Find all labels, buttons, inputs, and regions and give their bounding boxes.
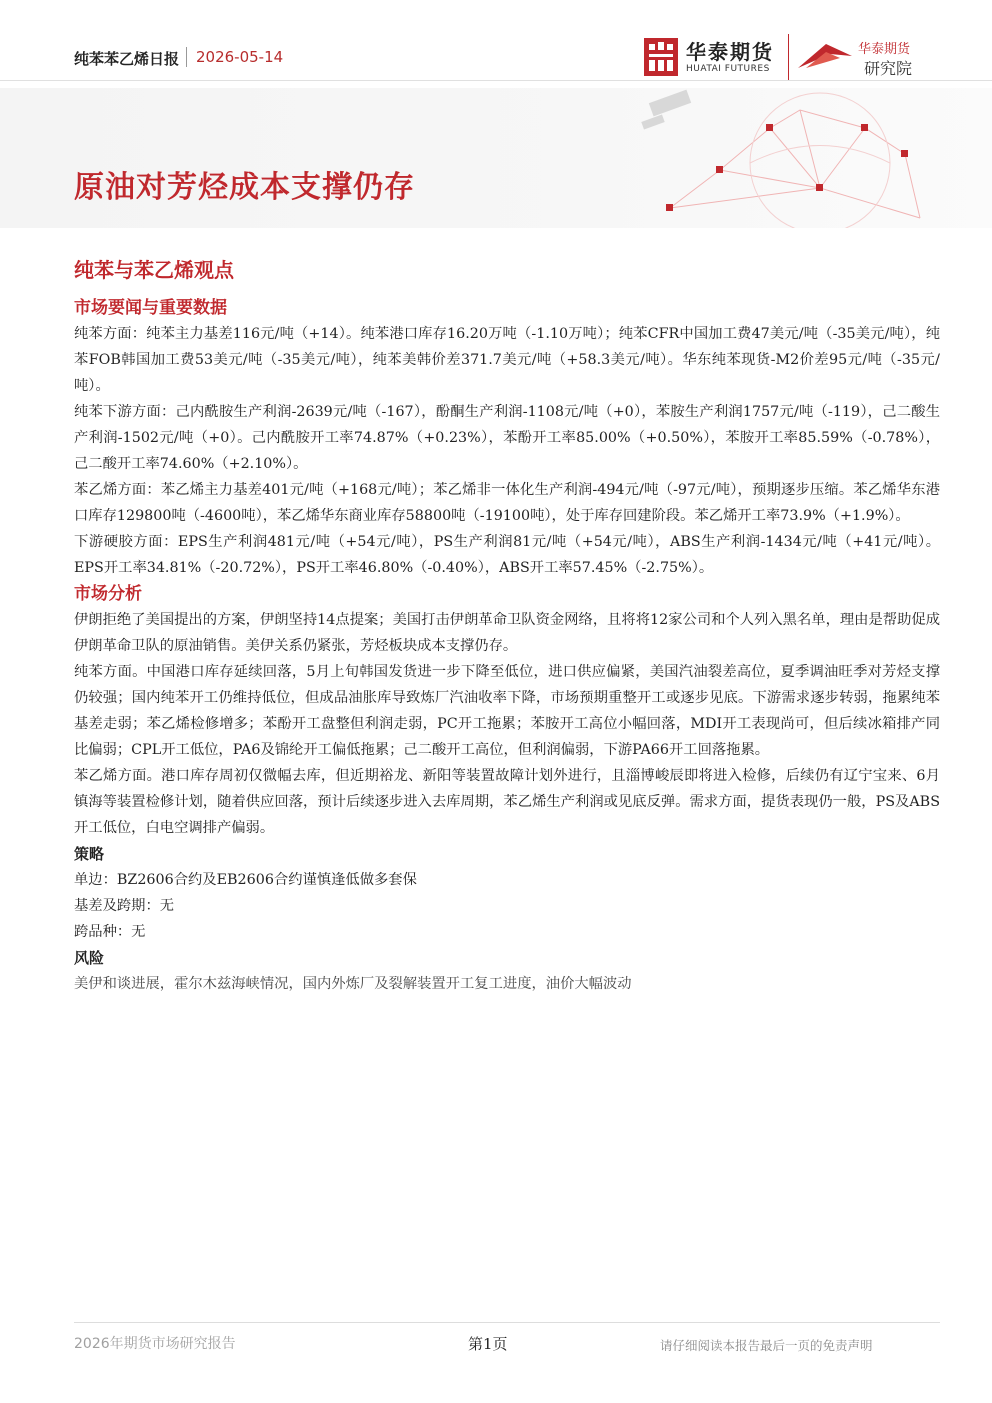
report-date: 2026-05-14 xyxy=(196,48,284,66)
page-number: 第1页 xyxy=(468,1335,508,1353)
logo-chinese: 华泰期货 xyxy=(686,40,774,64)
network-decoration-icon xyxy=(620,88,930,228)
news-paragraph: 纯苯方面：纯苯主力基差116元/吨（+14）。纯苯港口库存16.20万吨（-1.10万吨）；纯苯CFR中国加工费47美元/吨（-35美元/吨），纯苯FOB韩国加工费53美元/吨（-35美元/吨），纯苯美韩价差371.7美元/吨（+58.3美元/吨）。华东纯苯现货-M2价差95元/吨（-35元/吨）。 xyxy=(74,326,940,394)
institute-name-bottom: 研究院 xyxy=(864,59,913,78)
news-paragraph: 纯苯下游方面：己内酰胺生产利润-2639元/吨（-167），酚酮生产利润-1108元/吨（+0），苯胺生产利润1757元/吨（-119），己二酸生产利润-1502元/吨（+0）。己内酰胺开工率74.87%（+0.23%），苯酚开工率85.00%（+0.50%），苯胺开工率85.59%（-0.78%），己二酸开工率74.60%（+2.10%）。 xyxy=(74,404,940,472)
news-paragraph: 下游硬胶方面：EPS生产利润481元/吨（+54元/吨），PS生产利润81元/吨（+54元/吨），ABS生产利润-1434元/吨（+41元/吨）。EPS开工率34.81%（-20.72%），PS开工率46.80%（-0.40%），ABS开工率57.45%（-2.75%）。 xyxy=(74,534,940,576)
header-rule xyxy=(0,80,992,81)
strategy-heading: 策略 xyxy=(74,845,105,863)
logo-divider xyxy=(788,34,789,80)
logo xyxy=(644,34,934,82)
header-separator xyxy=(186,47,187,67)
institute-name-top: 华泰期货 xyxy=(858,42,911,57)
page-title: 原油对芳烃成本支撑仍存 xyxy=(74,170,415,205)
analysis-heading: 市场分析 xyxy=(74,584,142,604)
main-content xyxy=(74,255,940,997)
logo-english: HUATAI FUTURES xyxy=(686,64,770,74)
analysis-paragraph: 纯苯方面。中国港口库存延续回落，5月上旬韩国发货进一步下降至低位，进口供应偏紧，美国汽油裂差高位，夏季调油旺季对芳烃支撑仍较强；国内纯苯开工仍维持低位，但成品油胀库导致炼厂汽油收率下降，市场预期重整开工或逐步见底。下游需求逐步转弱，拖累纯苯基差走弱；苯乙烯检修增多；苯酚开工盘整但利润走弱，PC开工拖累；苯胺开工高位小幅回落，MDI开工表现尚可，但后续冰箱排产同比偏弱；CPL开工低位，PA6及锦纶开工偏低拖累；己二酸开工高位，但利润偏弱，下游PA66开工回落拖累。 xyxy=(74,664,940,758)
risk-heading: 风险 xyxy=(74,949,105,967)
analysis-paragraph: 苯乙烯方面。港口库存周初仅微幅去库，但近期裕龙、新阳等装置故障计划外进行，且淄博峻辰即将进入检修，后续仍有辽宁宝来、6月镇海等装置检修计划，随着供应回落，预计后续逐步进入去库周期，苯乙烯生产利润或见底反弹。需求方面，提货表现仍一般，PS及ABS开工低位，白电空调排产偏弱。 xyxy=(74,768,940,836)
section-title: 纯苯与苯乙烯观点 xyxy=(74,258,234,282)
institute-logo-icon xyxy=(796,40,854,70)
report-name: 纯苯苯乙烯日报 xyxy=(74,50,180,68)
footer-disclaimer: 请仔细阅读本报告最后一页的免责声明 xyxy=(660,1338,873,1353)
footer-report-label: 2026年期货市场研究报告 xyxy=(74,1336,236,1352)
news-heading: 市场要闻与重要数据 xyxy=(74,298,227,318)
risk-text: 美伊和谈进展，霍尔木兹海峡情况，国内外炼厂及裂解装置开工复工进度，油价大幅波动 xyxy=(74,976,632,992)
strategy-item: 基差及跨期：无 xyxy=(74,898,175,914)
huatai-logo-icon xyxy=(644,38,678,76)
strategy-item: 单边：BZ2606合约及EB2606合约谨慎逢低做多套保 xyxy=(74,872,417,888)
news-paragraph: 苯乙烯方面：苯乙烯主力基差401元/吨（+168元/吨）；苯乙烯非一体化生产利润-494元/吨（-97元/吨），预期逐步压缩。苯乙烯华东港口库存129800吨（-4600吨），苯乙烯华东商业库存58800吨（-19100吨），处于库存回建阶段。苯乙烯开工率73.9%（+1.9%）。 xyxy=(74,482,940,524)
footer-rule xyxy=(74,1322,940,1323)
analysis-paragraph: 伊朗拒绝了美国提出的方案，伊朗坚持14点提案；美国打击伊朗革命卫队资金网络，且将将12家公司和个人列入黑名单，理由是帮助促成伊朗革命卫队的原油销售。美伊关系仍紧张，芳烃板块成本支撑仍存。 xyxy=(74,612,940,654)
header xyxy=(0,0,992,228)
strategy-item: 跨品种：无 xyxy=(74,924,146,940)
